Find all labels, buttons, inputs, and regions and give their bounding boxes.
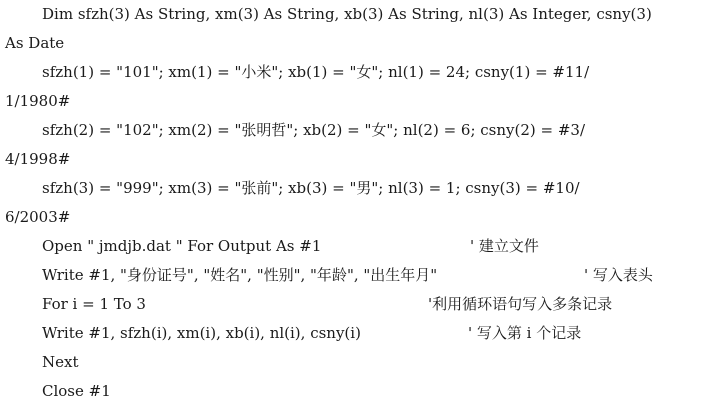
code-line-record-1-cont: 1/1980# bbox=[5, 92, 71, 110]
code-comment-write-header: ' 写入表头 bbox=[584, 266, 653, 284]
code-line-open: Open " jmdjb.dat " For Output As #1 bbox=[42, 237, 322, 255]
code-line-record-3-cont: 6/2003# bbox=[5, 208, 71, 226]
code-comment-for: '利用循环语句写入多条记录 bbox=[428, 295, 613, 313]
code-line-close: Close #1 bbox=[42, 382, 111, 400]
code-line-write-record: Write #1, sfzh(i), xm(i), xb(i), nl(i), csny(i) bbox=[42, 324, 361, 342]
code-line-write-header: Write #1, "身份证号", "姓名", "性别", "年龄", "出生年月" bbox=[42, 266, 438, 284]
code-line-dim-cont: As Date bbox=[5, 34, 65, 52]
code-line-for: For i = 1 To 3 bbox=[42, 295, 146, 313]
code-line-record-2: sfzh(2) = "102"; xm(2) = "张明哲"; xb(2) = "女"; nl(2) = 6; csny(2) = #3/ bbox=[42, 121, 586, 139]
code-line-dim: Dim sfzh(3) As String, xm(3) As String, xb(3) As String, nl(3) As Integer, csny(3) bbox=[42, 5, 652, 23]
code-comment-open: ' 建立文件 bbox=[470, 237, 539, 255]
code-line-record-2-cont: 4/1998# bbox=[5, 150, 71, 168]
code-line-record-1: sfzh(1) = "101"; xm(1) = "小米"; xb(1) = "女"; nl(1) = 24; csny(1) = #11/ bbox=[42, 63, 590, 81]
code-comment-write-record: ' 写入第 i 个记录 bbox=[468, 324, 582, 342]
code-line-next: Next bbox=[42, 353, 79, 371]
code-line-record-3: sfzh(3) = "999"; xm(3) = "张前"; xb(3) = "男"; nl(3) = 1; csny(3) = #10/ bbox=[42, 179, 580, 197]
